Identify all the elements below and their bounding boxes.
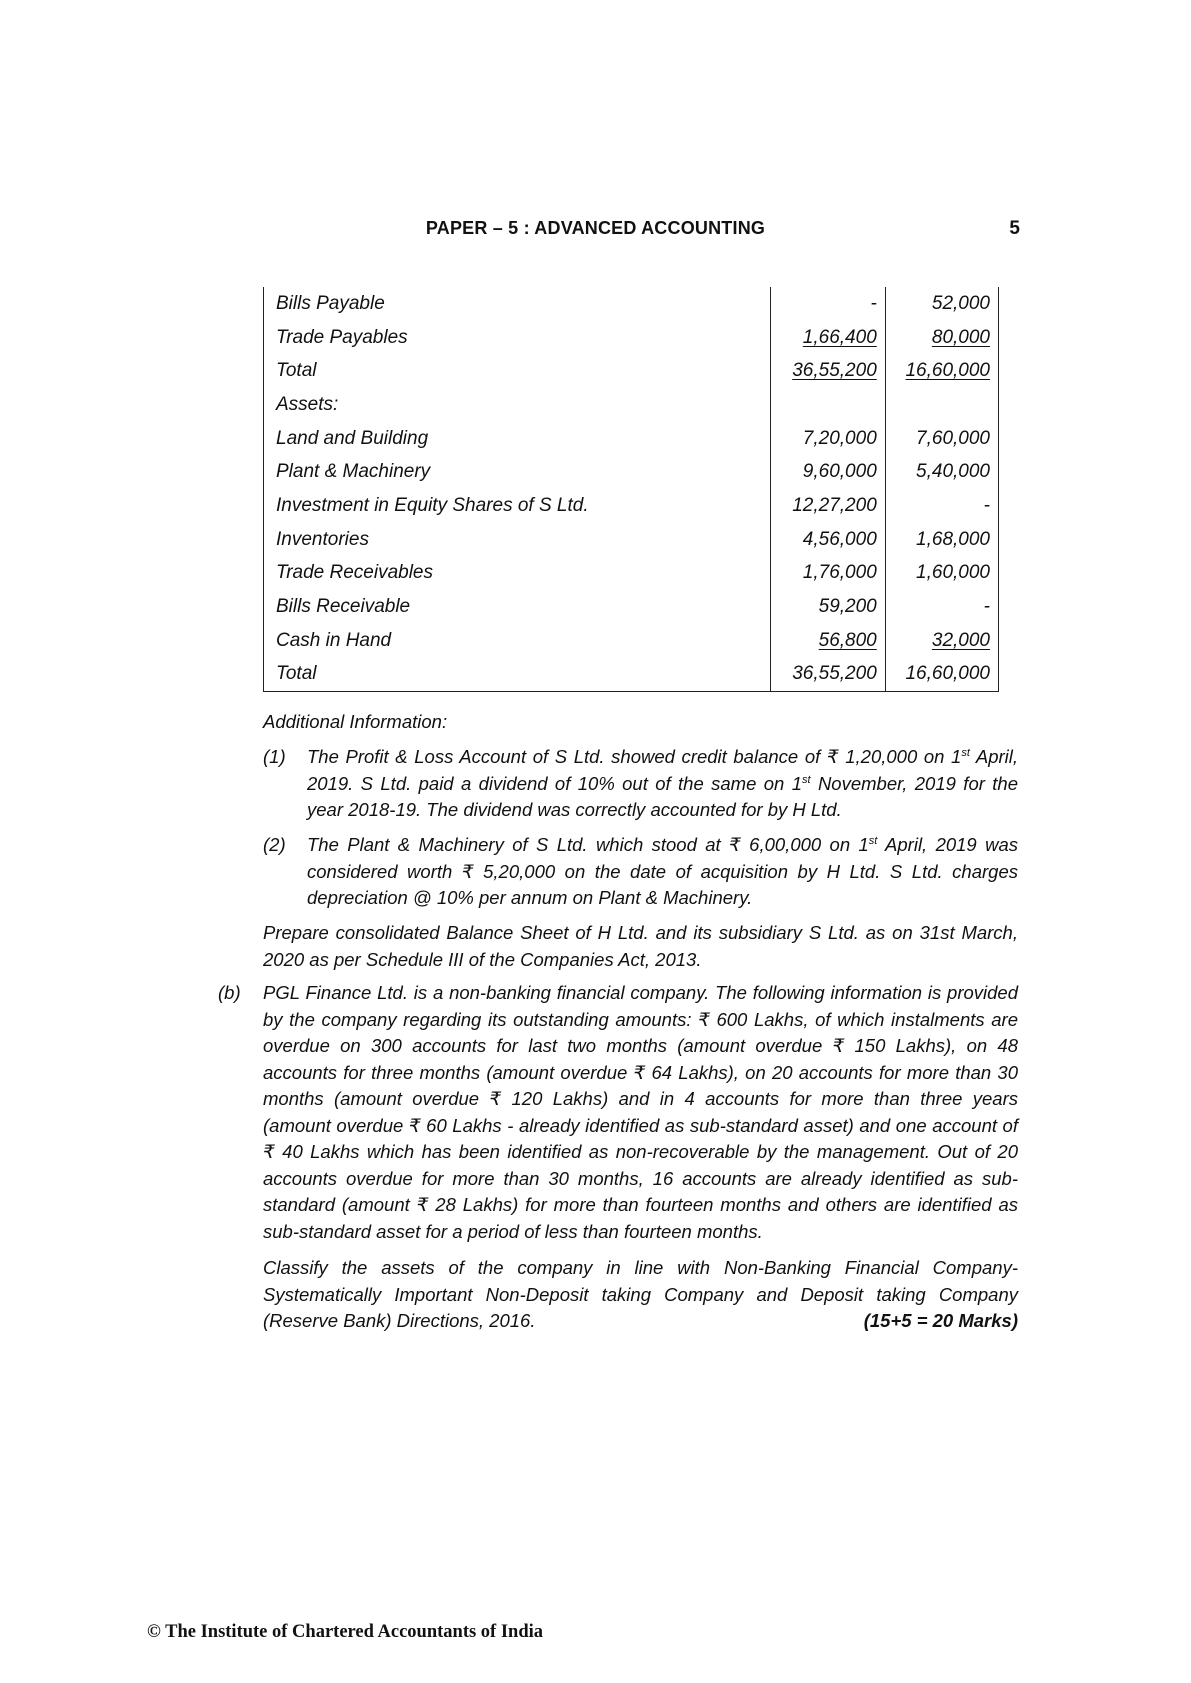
row-label: Plant & Machinery	[264, 455, 771, 489]
table-row	[264, 422, 999, 456]
s-ltd-value: 7,60,000	[885, 422, 998, 456]
row-label: Land and Building	[264, 422, 771, 456]
additional-info-item-1	[263, 744, 1018, 824]
item-number: (2)	[263, 834, 286, 855]
s-ltd-value: 32,000	[931, 629, 990, 651]
h-ltd-value: -	[770, 287, 885, 321]
part-letter: (b)	[218, 982, 241, 1003]
table-row	[264, 321, 999, 355]
h-ltd-value	[770, 388, 885, 422]
row-label: Total	[264, 354, 771, 388]
row-label: Trade Receivables	[264, 557, 771, 591]
row-label: Bills Payable	[264, 287, 771, 321]
page-number: 5	[1009, 218, 1020, 239]
s-ltd-value	[885, 388, 998, 422]
part-b-paragraph: PGL Finance Ltd. is a non-banking financial company. The following information is provided by the company regarding its outstanding amounts: ₹ 600 Lakhs, of which instalments are overdue on 300 accounts for last two months (amount overdue ₹ 150 Lakhs), on 48 accounts for three months (amount overdue ₹ 64 Lakhs), on 20 accounts for more than 30 months (amount overdue ₹ 120 Lakhs) and in 4 accounts for more than three years (amount overdue ₹ 60 Lakhs - already identified as sub-standard asset) and one account of ₹ 40 Lakhs which has been identified as non-recoverable by the management. Out of 20 accounts overdue for more than 30 months, 16 accounts are already identified as sub-standard (amount ₹ 28 Lakhs) for more than fourteen months and others are identified as sub-standard asset for a period of less than fourteen months.	[263, 982, 1018, 1242]
s-ltd-value: 1,60,000	[885, 557, 998, 591]
table-row	[264, 624, 999, 658]
question-part-b	[218, 980, 1018, 1245]
instruction-text: Prepare consolidated Balance Sheet of H Ltd. and its subsidiary S Ltd. as on 31st March, 2020 as per Schedule III of the Companies Act, 2013.	[263, 922, 1018, 970]
additional-info-item-2	[263, 832, 1018, 912]
table-row	[264, 658, 999, 692]
h-ltd-value: 7,20,000	[770, 422, 885, 456]
h-ltd-value: 59,200	[770, 590, 885, 624]
question-text: Classify the assets of the company in line with Non-Banking Financial Company-Systematically Important Non-Deposit taking Company and Deposit taking Company (Reserve Bank) Directions, 2016.	[263, 1257, 1018, 1331]
table-row	[264, 557, 999, 591]
s-ltd-value: 16,60,000	[885, 658, 998, 692]
additional-info-heading: Additional Information:	[263, 711, 448, 732]
row-label: Investment in Equity Shares of S Ltd.	[264, 489, 771, 523]
footer-copyright: © The Institute of Chartered Accountants of India	[147, 1622, 544, 1642]
s-ltd-value: 80,000	[931, 326, 990, 348]
s-ltd-value: -	[885, 489, 998, 523]
row-label: Inventories	[264, 523, 771, 557]
row-label: Total	[264, 658, 771, 692]
table-row	[264, 455, 999, 489]
item-number: (1)	[263, 746, 286, 767]
h-ltd-value: 56,800	[818, 629, 877, 651]
balance-sheet-table	[263, 287, 999, 692]
table-row	[264, 388, 999, 422]
row-label: Trade Payables	[264, 321, 771, 355]
h-ltd-value: 36,55,200	[792, 360, 877, 382]
s-ltd-value: -	[885, 590, 998, 624]
s-ltd-value: 5,40,000	[885, 455, 998, 489]
item-text: The Plant & Machinery of S Ltd. which stood at ₹ 6,00,000 on 1st April, 2019 was considered worth ₹ 5,20,000 on the date of acquisition by H Ltd. S Ltd. charges depreciation @ 10% per annum on Plant & Machinery.	[307, 834, 1018, 908]
h-ltd-value: 4,56,000	[770, 523, 885, 557]
s-ltd-value: 1,68,000	[885, 523, 998, 557]
s-ltd-value: 52,000	[885, 287, 998, 321]
h-ltd-value: 12,27,200	[770, 489, 885, 523]
table-row	[264, 354, 999, 388]
table-row	[264, 489, 999, 523]
h-ltd-value: 36,55,200	[770, 658, 885, 692]
page-title: PAPER – 5 : ADVANCED ACCOUNTING	[425, 218, 766, 238]
part-b-question	[263, 1255, 1018, 1335]
row-label: Bills Receivable	[264, 590, 771, 624]
h-ltd-value: 1,76,000	[770, 557, 885, 591]
row-label: Assets:	[264, 388, 771, 422]
item-text: The Profit & Loss Account of S Ltd. showed credit balance of ₹ 1,20,000 on 1st April, 2019. S Ltd. paid a dividend of 10% out of the same on 1st November, 2019 for the year 2018-19. The dividend was correctly accounted for by H Ltd.	[307, 746, 1018, 820]
marks-label: (15+5 = 20 Marks)	[863, 1310, 1018, 1331]
table-row	[264, 590, 999, 624]
s-ltd-value: 16,60,000	[905, 360, 990, 382]
row-label: Cash in Hand	[264, 624, 771, 658]
h-ltd-value: 1,66,400	[802, 326, 877, 348]
table-row	[264, 523, 999, 557]
table-row	[264, 287, 999, 321]
h-ltd-value: 9,60,000	[770, 455, 885, 489]
